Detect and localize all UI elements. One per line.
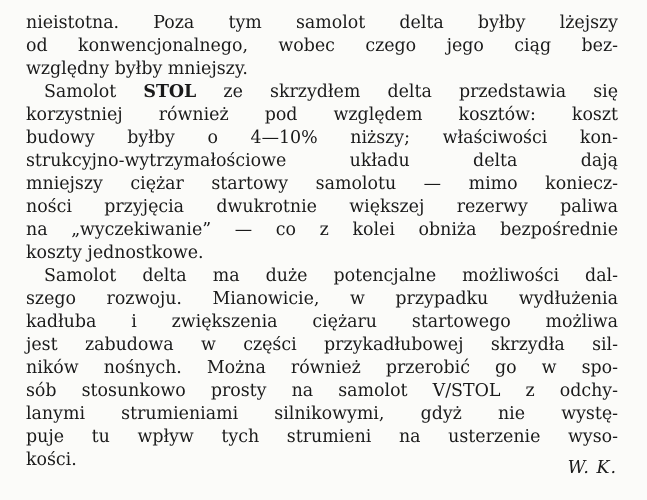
text-line: korzystniej również pod względem kosztów: koszt — [26, 105, 618, 125]
text-line: względny byłby mniejszy. — [26, 59, 248, 79]
text-line: ników nośnych. Można również przerobić go w spo- — [26, 358, 618, 378]
text-line: szego rozwoju. Mianowicie, w przypadku wydłużenia — [26, 289, 618, 309]
article-text — [26, 12, 618, 472]
text-line: Samolot STOL ze skrzydłem delta przedstawia się — [44, 82, 618, 102]
text-line: ności przyjęcia dwukrotnie większej rezerwy paliwa — [26, 197, 618, 217]
text-line: nieistotna. Poza tym samolot delta byłby lżejszy — [26, 13, 618, 33]
text-line: od konwencjonalnego, wobec czego jego ciąg bez- — [26, 36, 618, 56]
author-signature: W. K. — [567, 458, 617, 478]
text-line: kadłuba i zwiększenia ciężaru startowego możliwa — [26, 312, 618, 332]
text-line: na „wyczekiwanie” — co z kolei obniża bezpośrednie — [26, 220, 618, 240]
text-line: koszty jednostkowe. — [26, 243, 204, 263]
text-line: Samolot delta ma duże potencjalne możliwości dal- — [44, 266, 618, 286]
text-line: budowy byłby o 4—10% niższy; właściwości kon- — [26, 128, 618, 148]
text-line: puje tu wpływ tych strumieni na usterzenie wyso- — [26, 427, 618, 447]
text-line: mniejszy ciężar startowy samolotu — mimo koniecz- — [26, 174, 618, 194]
text-line: jest zabudowa w części przykadłubowej skrzydła sil- — [26, 335, 618, 355]
bold-term: STOL — [143, 82, 197, 102]
text-line: strukcyjno-wytrzymałościowe układu delta dają — [26, 151, 618, 171]
text-line: kości. — [26, 450, 77, 470]
text-line: sób stosunkowo prosty na samolot V/STOL z odchy- — [26, 381, 618, 401]
text-line: lanymi strumieniami silnikowymi, gdyż nie wystę- — [26, 404, 618, 424]
